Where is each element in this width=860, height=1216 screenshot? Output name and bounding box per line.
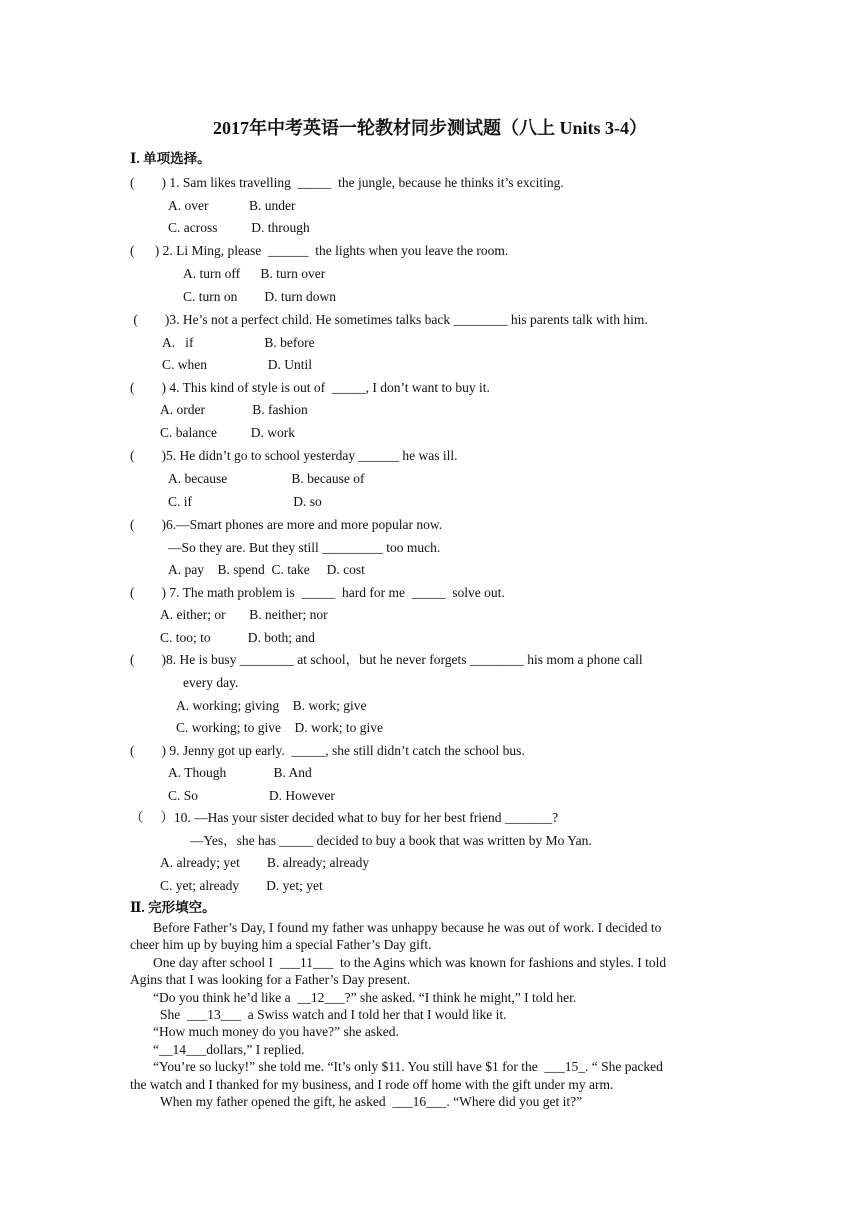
page-title: 2017年中考英语一轮教材同步测试题（八上 Units 3-4） bbox=[212, 118, 647, 138]
question-4: ( ) 4. This kind of style is out of _____, I don’t want to buy it. bbox=[130, 380, 490, 395]
question-5: ( )5. He didn’t go to school yesterday ______ he was ill. bbox=[130, 448, 458, 463]
question-9-options-cd: C. So D. However bbox=[168, 788, 335, 803]
cloze-line-4: Agins that I was looking for a Father’s Day present. bbox=[130, 972, 411, 987]
question-2-options-ab: A. turn off B. turn over bbox=[183, 266, 326, 281]
cloze-line-5: “Do you think he’d like a __12___?” she asked. “I think he might,” I told her. bbox=[153, 990, 577, 1005]
cloze-line-3: One day after school I ___11___ to the Agins which was known for fashions and styles. I told bbox=[153, 955, 667, 970]
cloze-line-2: cheer him up by buying him a special Father’s Day gift. bbox=[130, 937, 432, 952]
question-3: ( )3. He’s not a perfect child. He sometimes talks back ________ his parents talk with him. bbox=[130, 312, 648, 327]
question-10-reply: —Yes，she has _____ decided to buy a book that was written by Mo Yan. bbox=[190, 833, 592, 848]
question-9-options-ab: A. Though B. And bbox=[168, 765, 312, 780]
question-8: ( )8. He is busy ________ at school，but he never forgets ________ his mom a phone call bbox=[130, 652, 643, 667]
question-1-options-cd: C. across D. through bbox=[168, 220, 310, 235]
question-9: ( ) 9. Jenny got up early. _____, she still didn’t catch the school bus. bbox=[130, 743, 525, 758]
cloze-line-1: Before Father’s Day, I found my father was unhappy because he was out of work. I decided to bbox=[153, 920, 662, 935]
cloze-line-9: “You’re so lucky!” she told me. “It’s only $11. You still have $1 for the ___15_. “ She packed bbox=[153, 1059, 663, 1074]
question-4-options-cd: C. balance D. work bbox=[160, 425, 295, 440]
question-4-options-ab: A. order B. fashion bbox=[160, 402, 308, 417]
question-5-options-ab: A. because B. because of bbox=[168, 471, 365, 486]
cloze-line-10: the watch and I thanked for my business, and I rode off home with the gift under my arm. bbox=[130, 1077, 614, 1092]
question-5-options-cd: C. if D. so bbox=[168, 494, 322, 509]
question-8-options-cd: C. working; to give D. work; to give bbox=[176, 720, 383, 735]
cloze-line-7: “How much money do you have?” she asked. bbox=[153, 1024, 399, 1039]
question-10-options-cd: C. yet; already D. yet; yet bbox=[160, 878, 323, 893]
cloze-line-11: When my father opened the gift, he asked ___16___. “Where did you get it?” bbox=[160, 1094, 583, 1109]
question-7-options-ab: A. either; or B. neither; nor bbox=[160, 607, 328, 622]
question-7-options-cd: C. too; to D. both; and bbox=[160, 630, 315, 645]
cloze-line-8: “__14___dollars,” I replied. bbox=[153, 1042, 305, 1057]
question-2-options-cd: C. turn on D. turn down bbox=[183, 289, 336, 304]
section-heading-single-choice: Ⅰ. 单项选择。 bbox=[130, 151, 211, 166]
question-8-options-ab: A. working; giving B. work; give bbox=[176, 698, 367, 713]
question-6: ( )6.—Smart phones are more and more popular now. bbox=[130, 517, 443, 532]
question-1: ( ) 1. Sam likes travelling _____ the jungle, because he thinks it’s exciting. bbox=[130, 175, 564, 190]
question-1-options-ab: A. over B. under bbox=[168, 198, 296, 213]
question-6-options: A. pay B. spend C. take D. cost bbox=[168, 562, 365, 577]
question-8-continued: every day. bbox=[183, 675, 239, 690]
section-heading-cloze: Ⅱ. 完形填空。 bbox=[130, 900, 216, 915]
question-10-options-ab: A. already; yet B. already; already bbox=[160, 855, 370, 870]
question-3-options-cd: C. when D. Until bbox=[162, 357, 312, 372]
question-6-reply: —So they are. But they still _________ too much. bbox=[168, 540, 441, 555]
question-10: （ ）10. —Has your sister decided what to buy for her best friend _______? bbox=[130, 810, 559, 825]
cloze-line-6: She ___13___ a Swiss watch and I told her that I would like it. bbox=[160, 1007, 507, 1022]
question-7: ( ) 7. The math problem is _____ hard for me _____ solve out. bbox=[130, 585, 505, 600]
question-2: ( ) 2. Li Ming, please ______ the lights when you leave the room. bbox=[130, 243, 509, 258]
question-3-options-ab: A. if B. before bbox=[162, 335, 315, 350]
